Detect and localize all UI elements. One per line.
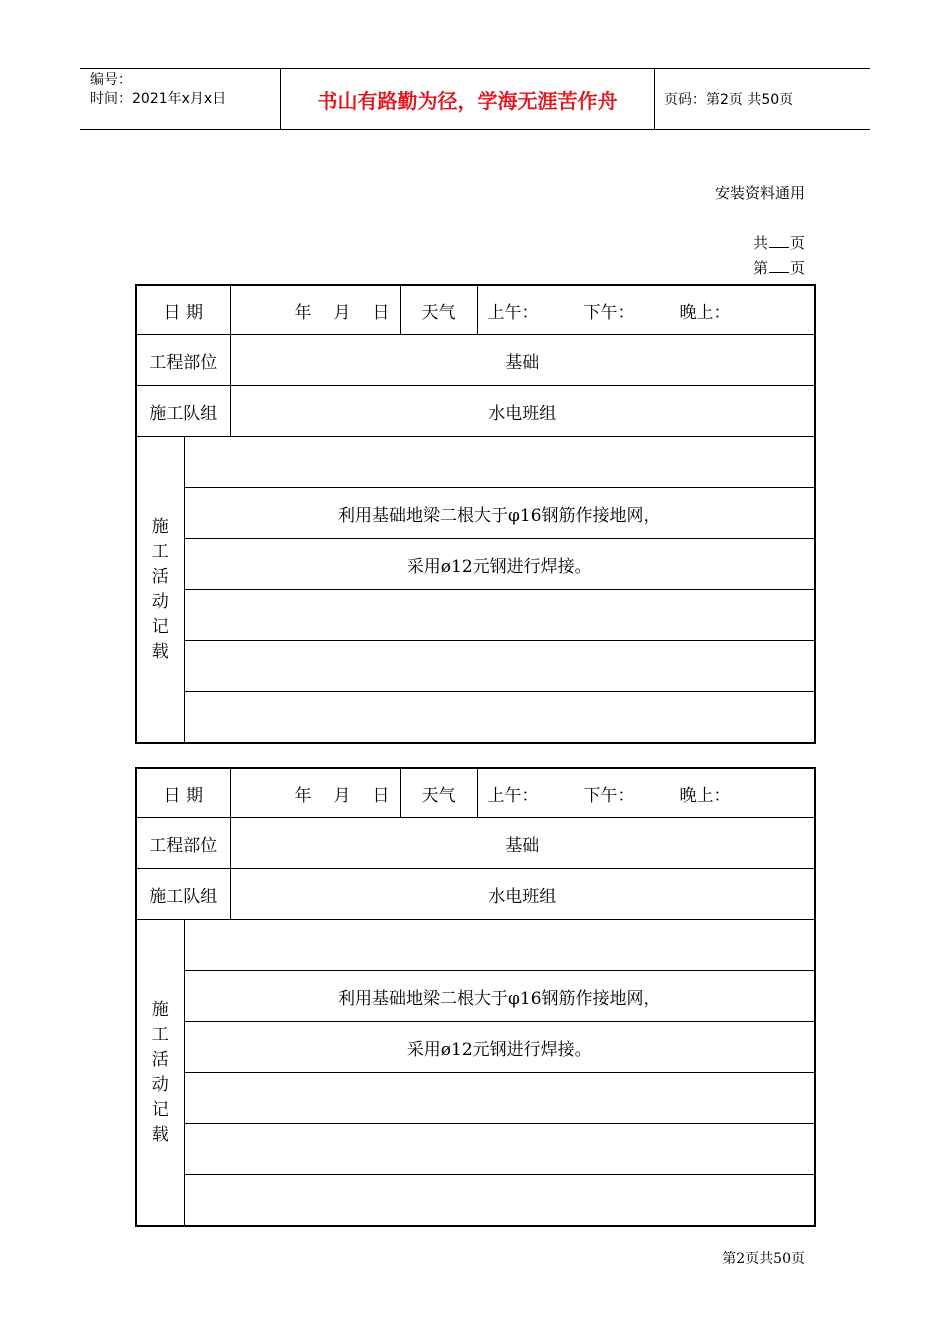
- activity-line: [184, 1175, 815, 1227]
- doc-label: 安装资料通用: [714, 184, 805, 202]
- date-label: 日 期: [136, 768, 230, 818]
- header-meta: [80, 69, 281, 129]
- team-label: 施工队组: [136, 869, 230, 920]
- date-label: 日 期: [136, 285, 230, 335]
- activity-line: 采用ø12元钢进行焊接。: [184, 539, 815, 590]
- team-value: 水电班组: [230, 386, 815, 437]
- activity-line: 利用基础地梁二根大于φ16钢筋作接地网，: [184, 971, 815, 1022]
- weather-label: 天气: [400, 285, 477, 335]
- date-value: 年 月 日: [230, 768, 400, 818]
- weather-value: 上午： 下午： 晚上：: [477, 768, 815, 818]
- activity-line: [184, 437, 815, 488]
- weather-value: 上午： 下午： 晚上：: [477, 285, 815, 335]
- team-label: 施工队组: [136, 386, 230, 437]
- activity-line: [184, 692, 815, 744]
- project-part-value: 基础: [230, 818, 815, 869]
- activity-line: 采用ø12元钢进行焊接。: [184, 1022, 815, 1073]
- activity-line: [184, 920, 815, 971]
- activity-line: [184, 590, 815, 641]
- weather-label: 天气: [400, 768, 477, 818]
- team-value: 水电班组: [230, 869, 815, 920]
- activity-line: [184, 641, 815, 692]
- time-label: 时间：2021年x月x日: [90, 91, 227, 107]
- activity-label: 施 工 活 动 记 载: [136, 437, 184, 744]
- page-current: 第 页: [752, 259, 805, 277]
- page-footer: 第2页共50页: [722, 1251, 805, 1267]
- project-part-label: 工程部位: [136, 335, 230, 386]
- page-info: 页码：第2页 共50页: [664, 92, 794, 108]
- activity-line: 利用基础地梁二根大于φ16钢筋作接地网，: [184, 488, 815, 539]
- activity-label: 施 工 活 动 记 载: [136, 920, 184, 1227]
- activity-line: [184, 1124, 815, 1175]
- number-label: 编号：: [90, 72, 132, 88]
- construction-log-form-2: [135, 767, 816, 1227]
- project-part-label: 工程部位: [136, 818, 230, 869]
- page-total: 共 页: [752, 234, 805, 252]
- project-part-value: 基础: [230, 335, 815, 386]
- activity-line: [184, 1073, 815, 1124]
- page-header: [80, 68, 870, 130]
- motto: 书山有路勤为径，学海无涯苦作舟: [281, 69, 655, 129]
- construction-log-form-1: [135, 284, 816, 744]
- date-value: 年 月 日: [230, 285, 400, 335]
